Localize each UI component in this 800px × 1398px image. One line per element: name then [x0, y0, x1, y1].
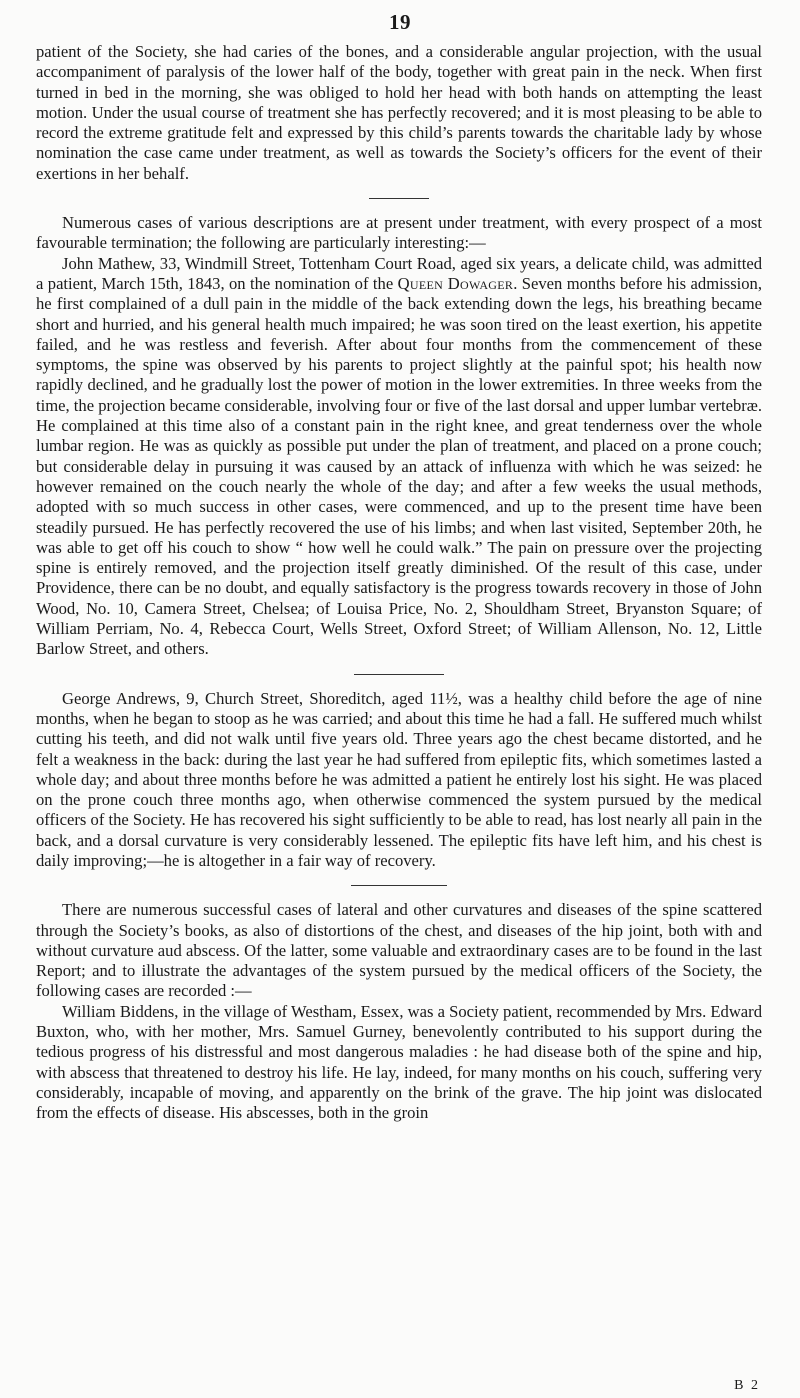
section-divider — [354, 674, 444, 675]
john-mathew-text-start: John Mathew, 33, Windmill Street, Tottenham Court Road, aged six years, a delicate child, was admitted a patient, March 15th, 1843, on the nomination of the — [36, 253, 762, 293]
john-mathew-text-end: . Seven months before his admission, he first complained of a dull pain in the middle of the back extending down the legs, his breathing became short and hurried, and his general health much impaired; he was soon tired on the least exertion, his appetite failed, and he was restless and feverish. After about four months from the commencement of these symptoms, the spine was observed by his parents to project slightly at the painful spot; his health now rapidly declined, and he gradually lost the power of motion in the lower extremities. In three weeks from the time, the projection became considerable, involving four or five of the last dorsal and upper lumbar vertebræ. He complained at this time also of a constant pain in the right knee, and great tenderness over the whole lumbar region. He was as quickly as possible put under the plan of treatment, and placed on a prone couch; but considerable delay in pursuing it was caused by an attack of influenza with which he was seized: he however remained on the couch nearly the whole of the day; and after a few weeks the usual methods, adopted with so much success in other cases, were commenced, and up to the present time have been steadily pursued. He has perfectly recovered the use of his limbs; and when last visited, September 20th, he was able to get off his couch to show “ how well he could walk.” The pain on pressure over the projecting spine is entirely removed, and the projection itself greatly diminished. Of the result of this case, under Providence, there can be no doubt, and equally satisfactory is the progress towards recovery in those of John Wood, No. 10, Camera Street, Chelsea; of Louisa Price, No. 2, Shouldham Street, Bryanston Square; of William Perriam, No. 4, Rebecca Court, Wells Street, Oxford Street; of William Allenson, No. 12, Little Barlow Street, and others. — [36, 273, 762, 659]
section-divider — [369, 198, 429, 199]
paragraph-continuation: patient of the Society, she had caries of the bones, and a considerable angular projection, with the usual accompaniment of paralysis of the lower half of the body, together with great pain in the neck. When first turned in bed in the morning, she was obliged to hold her head with both hands on attempting the least motion. Under the usual course of treatment she has perfectly recovered; and it is most pleasing to be able to record the extreme gratitude felt and expressed by this child’s parents towards the charitable lady by whose nomination the case came under treatment, as well as towards the Society’s officers for the event of their exertions in her behalf. — [36, 42, 762, 183]
queen-dowager-name: Queen Dowager — [397, 273, 514, 293]
page-number: 19 — [389, 10, 411, 34]
paragraph-william-biddens: William Biddens, in the village of Westham, Essex, was a Society patient, recommended by Mrs. Edward Buxton, who, with her mother, Mrs. Samuel Gurney, benevolently contributed to his support during the tedious progress of his distressful and most dangerous maladies : he had disease both of the spine and hip, with abscess that threatened to destroy his life. He lay, indeed, for many months on his couch, suffering very considerably, incapable of moving, and apparently on the brink of the grave. The hip joint was dislocated from the effects of disease. His abscesses, both in the groin — [36, 1001, 762, 1123]
paragraph-john-mathew — [36, 254, 762, 660]
signature-mark: B 2 — [734, 1378, 760, 1393]
paragraph-intro-cases: Numerous cases of various descriptions are at present under treatment, with every prospect of a most favourable termination; the following are particularly interesting:— — [36, 213, 762, 253]
paragraph-numerous-cases: There are numerous successful cases of lateral and other curvatures and diseases of the spine scattered through the Society’s books, as also of distortions of the chest, and diseases of the hip joint, both with and without curvature aud abscess. Of the latter, some valuable and extraordinary cases are to be found in the last Report; and to illustrate the advantages of the system pursued by the medical officers of the Society, the following cases are recorded :— — [36, 900, 762, 1001]
page-body — [36, 42, 762, 1124]
section-divider — [351, 885, 447, 886]
paragraph-george-andrews: George Andrews, 9, Church Street, Shoreditch, aged 11½, was a healthy child before the age of nine months, when he began to stoop as he was carried; and about this time he had a fall. He suffered much whilst cutting his teeth, and did not walk until five years old. Three years ago the chest became distorted, and he felt a weakness in the back: during the last year he had suffered from epileptic fits, which sometimes lasted a whole day; and about three months before he was admitted a patient he entirely lost his sight. He was placed on the prone couch three months ago, when otherwise commenced the system pursued by the medical officers of the Society. He has recovered his sight sufficiently to be able to read, has lost nearly all pain in the back, and a dorsal curvature is very considerably lessened. The epileptic fits have left him, and his chest is daily improving;—he is altogether in a fair way of recovery. — [36, 688, 762, 870]
